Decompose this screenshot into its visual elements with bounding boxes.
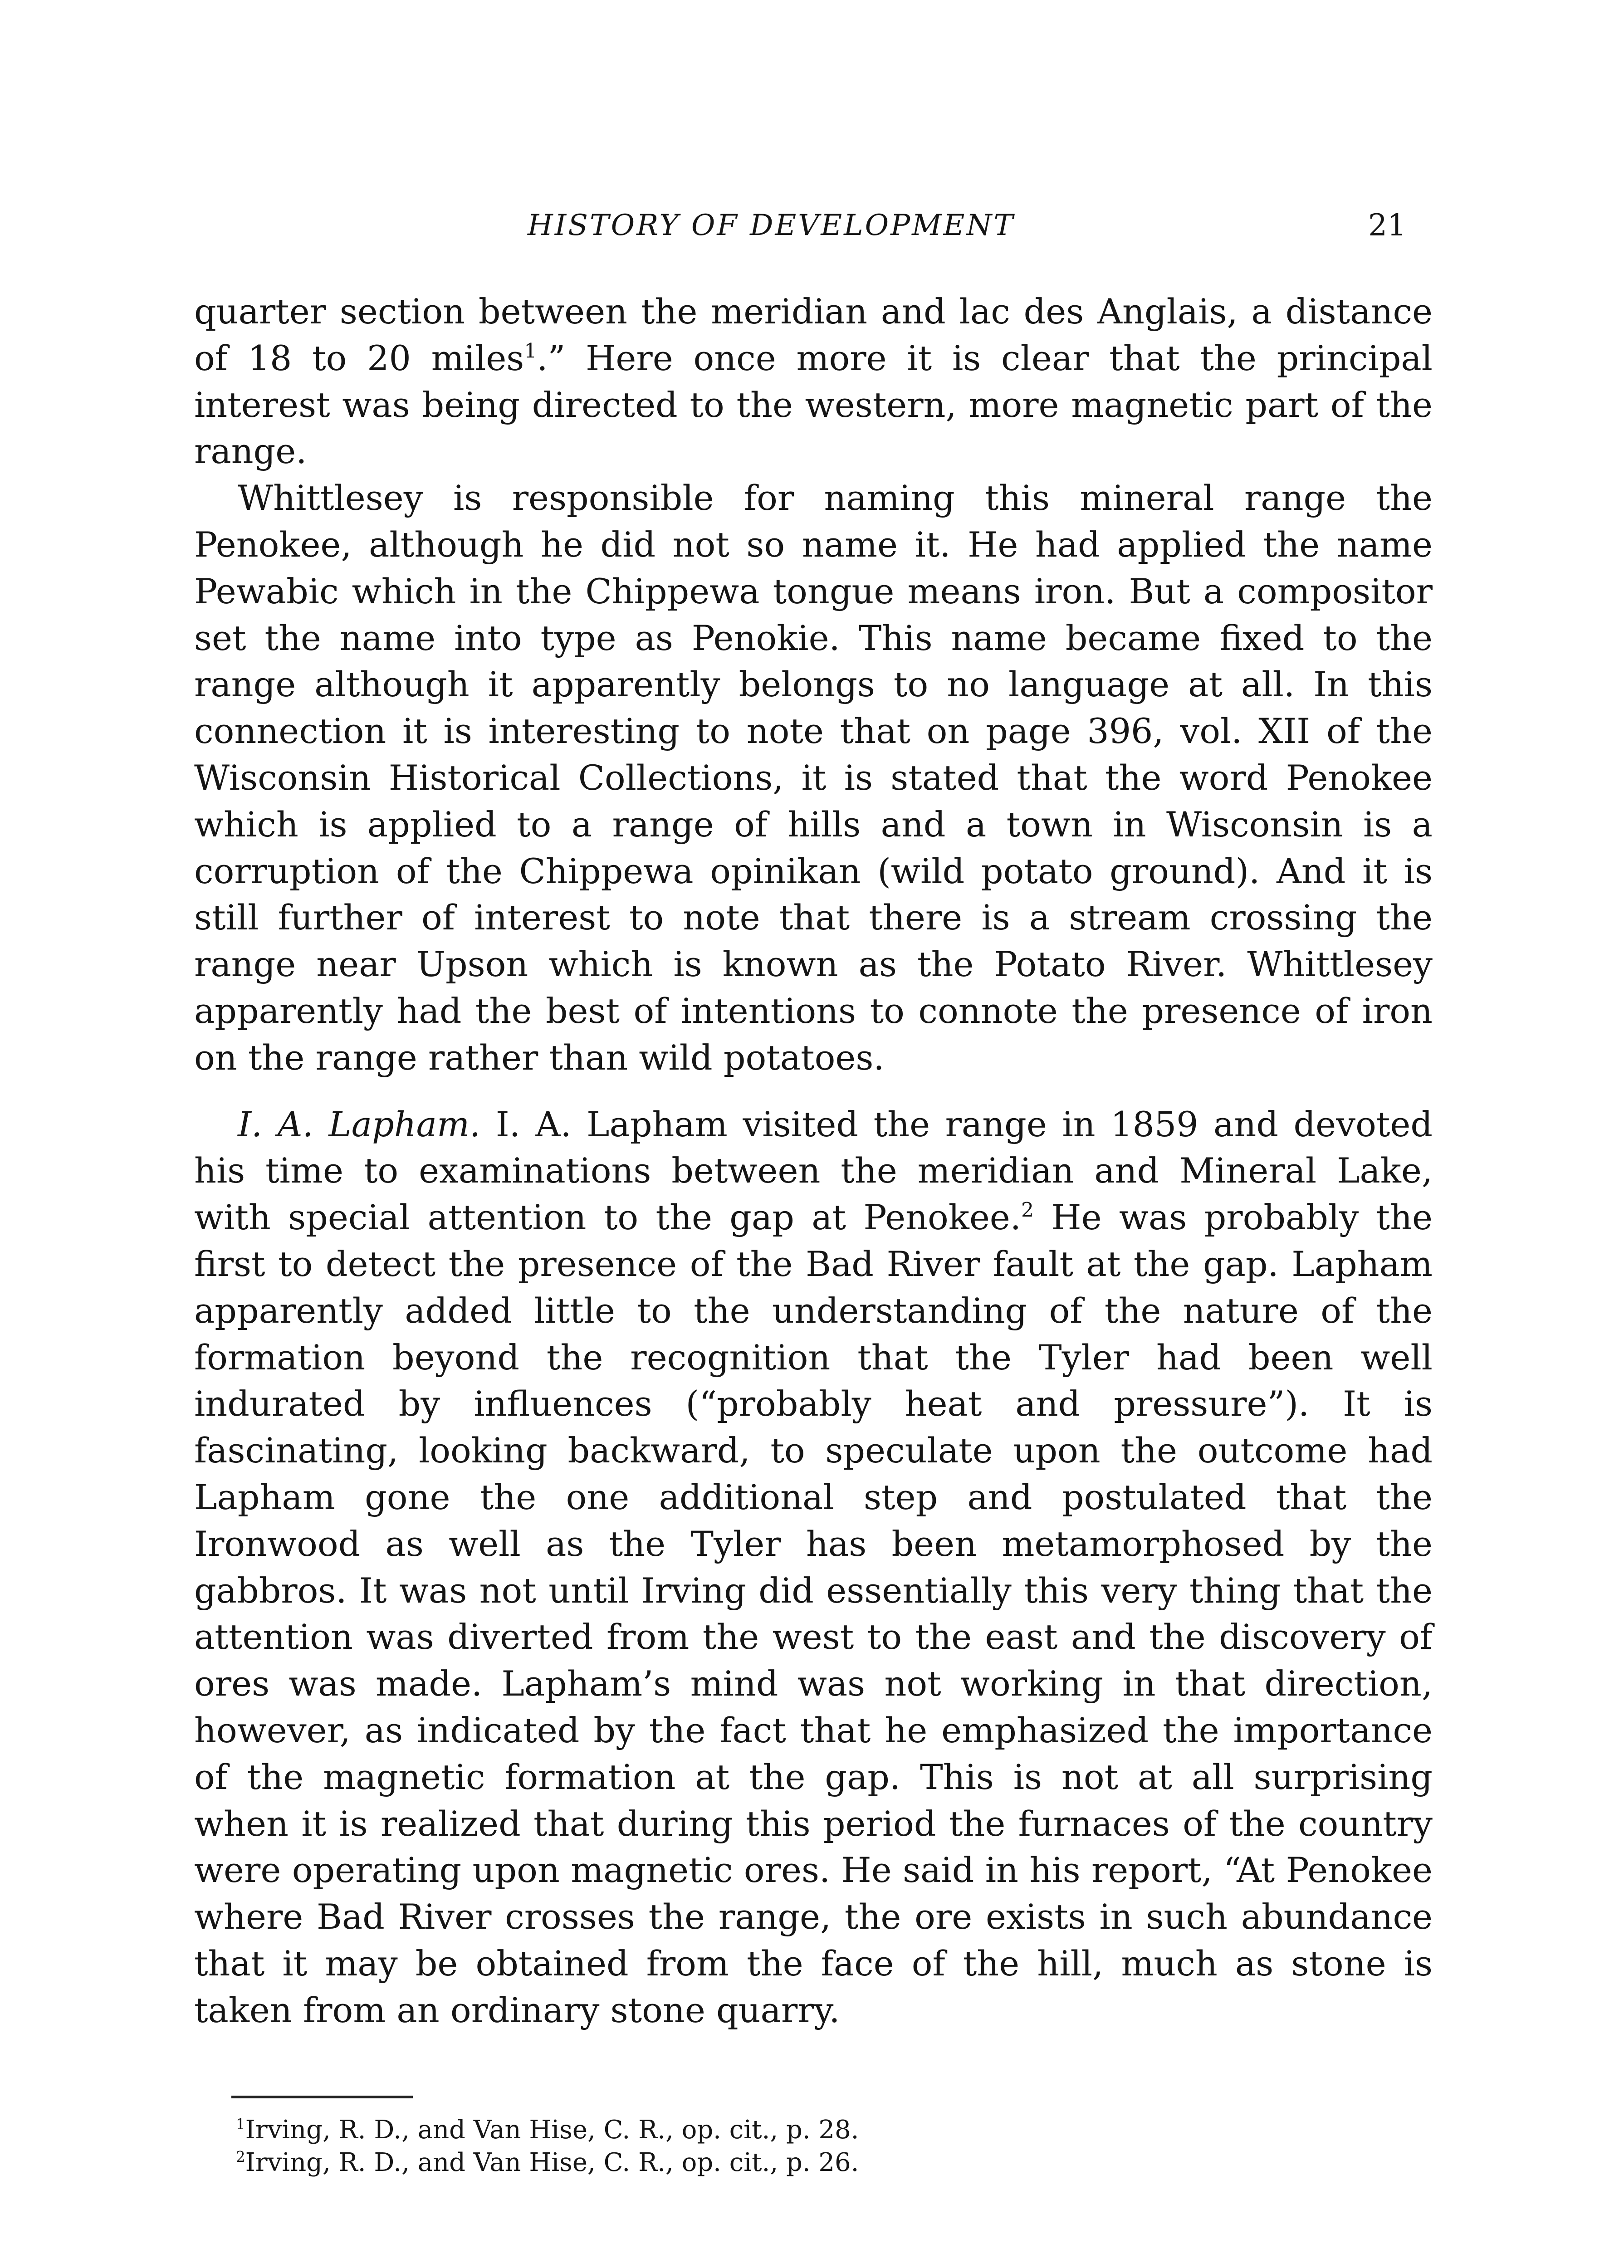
footnote [236, 2146, 1234, 2179]
footnotes [236, 2114, 1234, 2179]
footnote-divider [231, 2096, 413, 2098]
paragraph-text: He was probably the first to detect the presence of the Bad River fault at the gap. Lapham apparently added little to the understanding of the nature of the formation beyond the recognition that the Tyler had been well indurated by influences (“probably heat and pressure”). It is fascinating, looking backward, to speculate upon the outcome had Lapham gone the one additional step and postulated that the Ironwood as well as the Tyler has been metamorphosed by the gabbros. It was not until Irving did essentially this very thing that the attention was diverted from the west to the east and the discovery of ores was made. Lapham’s mind was not working in that direction, however, as indicated by the fact that he emphasized the importance of the magnetic formation at the gap. This is not at all surprising when it is realized that during this period the furnaces of the country were operating upon magnetic ores. He said in his report, “At Penokee where Bad River crosses the range, the ore exists in such abundance that it may be obtained from the face of the hill, much as stone is taken from an ordinary stone quarry. [194, 1197, 1433, 2030]
running-title: HISTORY OF DEVELOPMENT [528, 209, 1015, 242]
page-number: 21 [1368, 208, 1406, 243]
footnote-text: Irving, R. D., and Van Hise, C. R., op. cit., p. 26. [245, 2148, 859, 2177]
section-heading: I. A. Lapham. [238, 1104, 481, 1144]
paragraph-lapham [194, 1101, 1433, 2034]
paragraph-quarter-section [194, 288, 1433, 475]
footnote-mark: 1 [236, 2115, 245, 2133]
footnote-text: Irving, R. D., and Van Hise, C. R., op. cit., p. 28. [245, 2115, 859, 2145]
paragraph-whittlesey [194, 475, 1433, 1081]
footnote-reference: 2 [1021, 1198, 1034, 1222]
paragraph-text: .” Here once more it is clear that the principal interest was being directed to the western, more magnetic part of the range. [194, 337, 1433, 472]
paragraph-text: Whittlesey is responsible for naming this mineral range the Penokee, although he did not so name it. He had applied the name Pewabic which in the Chippewa tongue means iron. But a compositor set the name into type as Penokie. This name became fixed to the range although it apparently belongs to no language at all. In this connection it is interesting to note that on page 396, vol. XII of the Wisconsin Historical Collections, it is stated that the word Penokee which is applied to a range of hills and a town in Wisconsin is a corruption of the Chippewa opinikan (wild potato ground). And it is still further of interest to note that there is a stream crossing the range near Upson which is known as the Potato River. Whittlesey apparently had the best of intentions to connote the presence of iron on the range rather than wild potatoes. [194, 478, 1433, 1078]
paragraph-text: I. A. Lapham visited the range in 1859 and devoted his time to examinations between the meridian and Mineral Lake, with special attention to the gap at Penokee. [194, 1104, 1433, 1238]
paragraph-text: quarter section between the meridian and lac des Anglais, a distance of 18 to 20 miles [194, 291, 1433, 378]
footnote-mark: 2 [236, 2148, 245, 2165]
body-text [194, 288, 1433, 2033]
footnote-reference: 1 [524, 339, 537, 363]
footnote [236, 2114, 1234, 2146]
